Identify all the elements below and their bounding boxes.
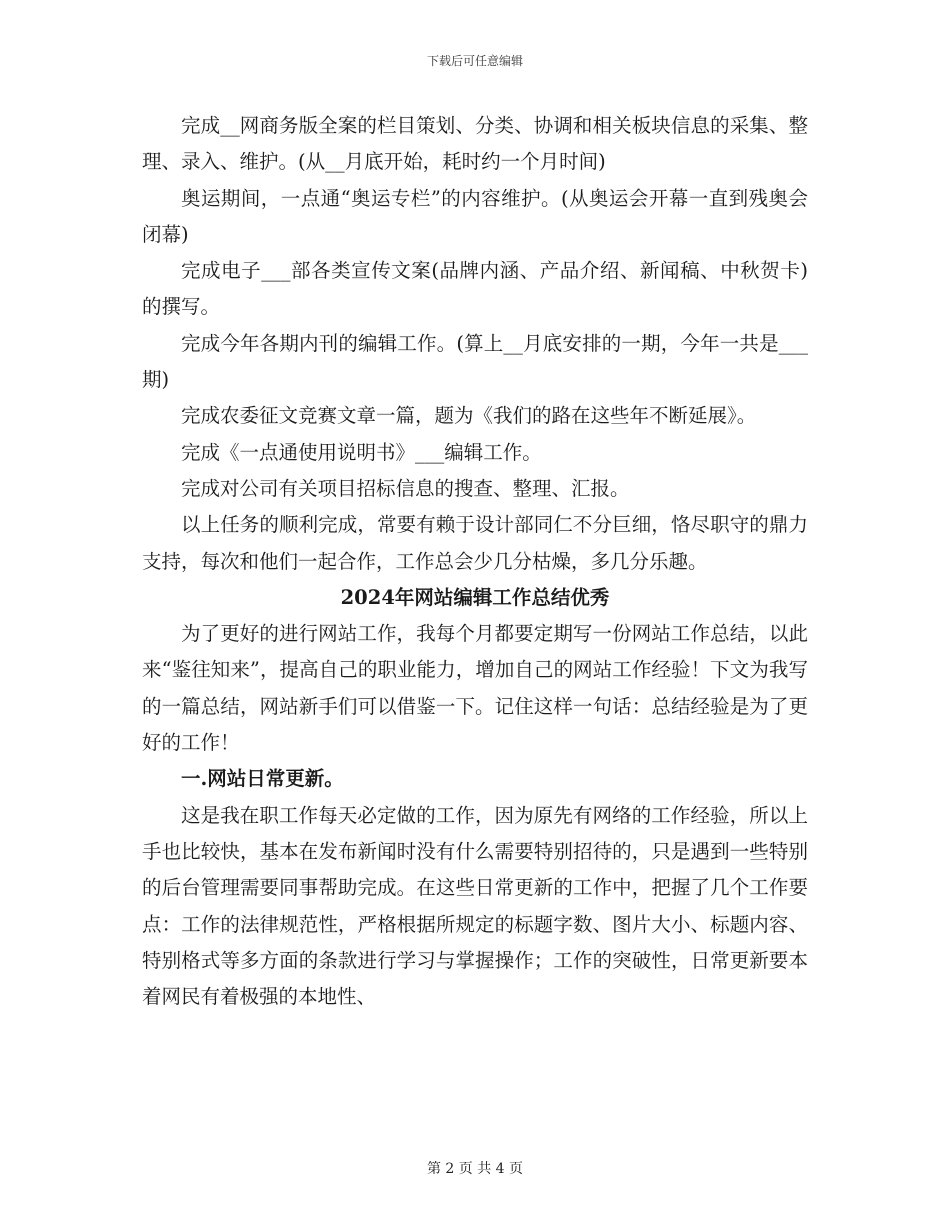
- paragraph: 完成农委征文竞赛文章一篇，题为《我们的路在这些年不断延展》。: [181, 404, 757, 428]
- page-header: 下载后可任意编辑: [426, 54, 523, 68]
- paragraph: 完成《一点通使用说明书》___编辑工作。: [181, 440, 542, 464]
- paragraph: 完成电子___部各类宣传文案(品牌内涵、产品介绍、新闻稿、中秋贺卡)的撰写。: [142, 259, 808, 319]
- paragraph: 完成__网商务版全案的栏目策划、分类、协调和相关板块信息的采集、整理、录入、维护。(从__月底开始，耗时约一个月时间): [142, 114, 808, 174]
- subheading: 一.网站日常更新。: [181, 767, 344, 791]
- section-title: 2024年网站编辑工作总结优秀: [340, 585, 610, 609]
- paragraph: 奥运期间，一点通“奥运专栏”的内容维护。(从奥运会开幕一直到残奥会闭幕): [142, 186, 808, 246]
- paragraph: 完成今年各期内刊的编辑工作。(算上__月底安排的一期，今年一共是___期): [142, 331, 808, 392]
- paragraph: 完成对公司有关项目招标信息的搜查、整理、汇报。: [181, 476, 630, 500]
- intro-paragraph: 为了更好的进行网站工作，我每个月都要定期写一份网站工作总结，以此来“鉴往知来”，提高自己的职业能力，增加自己的网站工作经验！下文为我写的一篇总结，网站新手们可以借鉴一下。记住这样一句话：总结经验是为了更好的工作！: [142, 622, 808, 755]
- document-body: [142, 108, 808, 1015]
- paragraph: 以上任务的顺利完成，常要有赖于设计部同仁不分巨细，恪尽职守的鼎力支持，每次和他们一起合作，工作总会少几分枯燥，多几分乐趣。: [142, 513, 808, 573]
- body-paragraph: 这是我在职工作每天必定做的工作，因为原先有网络的工作经验，所以上手也比较快，基本在发布新闻时没有什么需要特别招待的，只是遇到一些特别的后台管理需要同事帮助完成。在这些日常更新的工作中，把握了几个工作要点：工作的法律规范性，严格根据所规定的标题字数、图片大小、标题内容、特别格式等多方面的条款进行学习与掌握操作；工作的突破性，日常更新要本着网民有着极强的本地性、: [142, 803, 808, 1009]
- page-footer: 第 2 页 共 4 页: [426, 1161, 524, 1177]
